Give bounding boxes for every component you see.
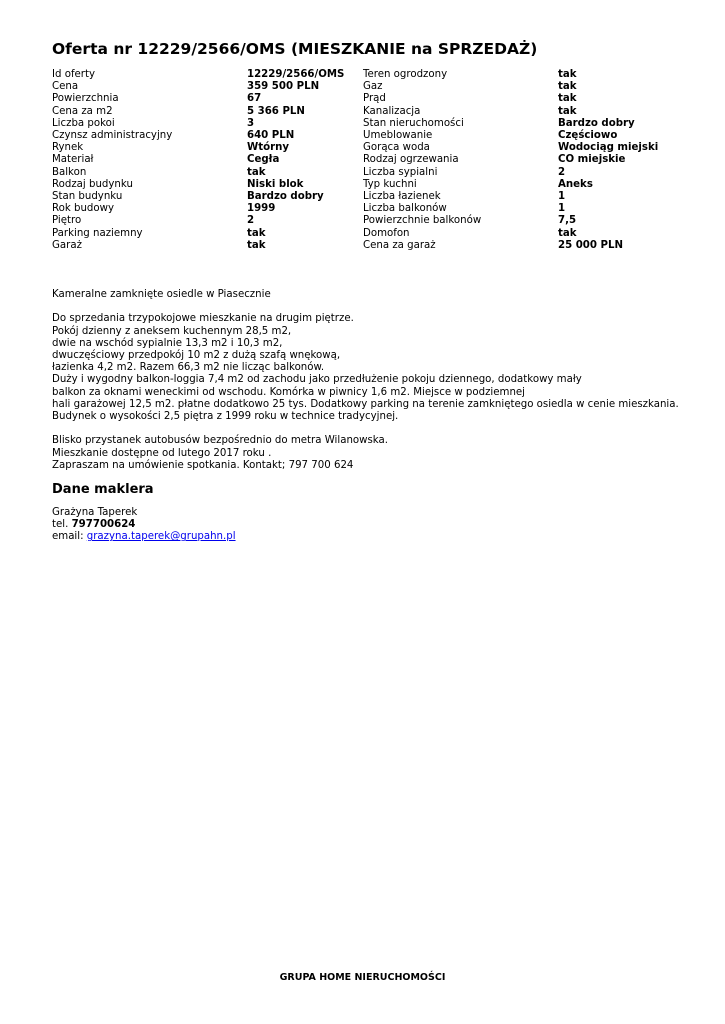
spec-value: CO miejskie <box>558 154 626 166</box>
spec-row <box>52 106 658 118</box>
spec-value: Bardzo dobry <box>558 117 635 129</box>
spec-label: Rodzaj ogrzewania <box>363 154 459 166</box>
description-line: Kameralne zamknięte osiedle w Piasecznie <box>52 289 271 300</box>
agent-contact <box>52 507 236 544</box>
spec-value: Aneks <box>558 178 593 190</box>
spec-value: tak <box>558 105 577 117</box>
spec-row <box>52 240 658 252</box>
spec-label: Rynek <box>52 142 84 154</box>
spec-value: 12229/2566/OMS <box>247 69 345 80</box>
agent-email-link[interactable]: grazyna.taperek@grupahn.pl <box>86 531 236 543</box>
description-paragraph <box>52 289 692 301</box>
spec-value: 640 PLN <box>247 130 295 142</box>
spec-value: 25 000 PLN <box>558 239 624 251</box>
spec-label: Domofon <box>363 227 410 239</box>
description-line: łazienka 4,2 m2. Razem 66,3 m2 nie licząc balkonów. <box>52 362 325 374</box>
spec-label: Cena <box>52 81 79 93</box>
description-line: Do sprzedania trzypokojowe mieszkanie na drugim piętrze. <box>52 313 354 325</box>
spec-label: Liczba łazienek <box>363 191 441 203</box>
spec-label: Typ kuchni <box>363 178 417 190</box>
description-line: dwuczęściowy przedpokój 10 m2 z dużą szafą wnękową, <box>52 350 341 361</box>
spec-row <box>52 167 658 179</box>
spec-label: Cena za m2 <box>52 105 113 117</box>
agent-email-label: email: <box>52 531 84 543</box>
spec-row <box>52 228 658 240</box>
description-line: Duży i wygodny balkon-loggia 7,4 m2 od zachodu jako przedłużenie pokoju dziennego, dodatkowy mały <box>52 374 582 386</box>
spec-label: Umeblowanie <box>363 130 433 142</box>
spec-value: tak <box>247 166 266 178</box>
spec-label: Rodzaj budynku <box>52 178 133 190</box>
spec-value: 1 <box>558 191 566 203</box>
spec-label: Prąd <box>363 93 386 105</box>
spec-label: Cena za garaż <box>363 239 436 251</box>
spec-value: tak <box>558 93 577 105</box>
spec-value: tak <box>247 227 266 239</box>
spec-row <box>52 130 658 142</box>
spec-value: tak <box>247 239 266 251</box>
footer-company-name: GRUPA HOME NIERUCHOMOŚCI <box>279 972 446 983</box>
spec-label: Gaz <box>363 81 383 93</box>
description-line: Pokój dzienny z aneksem kuchennym 28,5 m2, <box>52 325 292 337</box>
description-line: Budynek o wysokości 2,5 piętra z 1999 roku w technice tradycyjnej. <box>52 411 399 423</box>
spec-row <box>52 215 658 227</box>
spec-row <box>52 203 658 215</box>
agent-name: Grażyna Taperek <box>52 507 138 518</box>
spec-row <box>52 81 658 93</box>
agent-phone-row <box>52 519 236 531</box>
spec-label: Liczba balkonów <box>363 203 447 215</box>
spec-row <box>52 93 658 105</box>
description-line: Zapraszam na umówienie spotkania. Kontakt; 797 700 624 <box>52 459 354 471</box>
spec-label: Materiał <box>52 154 94 166</box>
page-title: Oferta nr 12229/2566/OMS (MIESZKANIE na SPRZEDAŻ) <box>52 40 538 58</box>
description-line: dwie na wschód sypialnie 13,3 m2 i 10,3 m2, <box>52 337 283 349</box>
spec-label: Stan nieruchomości <box>363 117 464 129</box>
description-line: hali garażowej 12,5 m2. płatne dodatkowo 25 tys. Dodatkowy parking na terenie zamkniętego osiedla w cenie mieszkania. <box>52 398 679 410</box>
spec-value: tak <box>558 69 577 80</box>
spec-value: 1999 <box>247 203 276 215</box>
spec-value: Bardzo dobry <box>247 191 324 203</box>
spec-value: Wtórny <box>247 142 290 154</box>
spec-row <box>52 142 658 154</box>
spec-label: Liczba pokoi <box>52 117 115 129</box>
spec-row <box>52 191 658 203</box>
spec-value: Częściowo <box>558 130 618 142</box>
description-line: Mieszkanie dostępne od lutego 2017 roku . <box>52 447 272 459</box>
description-paragraph <box>52 435 692 472</box>
agent-phone: 797700624 <box>71 519 136 531</box>
spec-label: Teren ogrodzony <box>363 69 448 80</box>
spec-label: Balkon <box>52 166 87 178</box>
spec-value: 5 366 PLN <box>247 105 305 117</box>
spec-label: Czynsz administracyjny <box>52 130 173 142</box>
spec-value: tak <box>558 81 577 93</box>
spec-label: Garaż <box>52 239 82 251</box>
spec-label: Powierzchnie balkonów <box>363 215 482 227</box>
spec-label: Liczba sypialni <box>363 166 438 178</box>
agent-email-row <box>52 531 236 543</box>
spec-label: Id oferty <box>52 69 96 80</box>
spec-label: Parking naziemny <box>52 227 143 239</box>
spec-row <box>52 154 658 166</box>
spec-value: tak <box>558 227 577 239</box>
spec-value: Wodociąg miejski <box>558 142 659 154</box>
agent-phone-label: tel. <box>52 519 69 531</box>
property-description <box>52 289 692 484</box>
spec-label: Stan budynku <box>52 191 123 203</box>
description-line: balkon za oknami weneckimi od wschodu. Komórka w piwnicy 1,6 m2. Miejsce w podziemnej <box>52 386 525 398</box>
spec-value: Niski blok <box>247 178 304 190</box>
spec-row <box>52 118 658 130</box>
spec-row <box>52 69 658 81</box>
spec-label: Kanalizacja <box>363 105 421 117</box>
spec-label: Piętro <box>52 215 82 227</box>
spec-value: Cegła <box>247 154 280 166</box>
description-line: Blisko przystanek autobusów bezpośrednio do metra Wilanowska. <box>52 435 388 447</box>
spec-value: 2 <box>558 166 566 178</box>
spec-value: 67 <box>247 93 262 105</box>
spec-value: 2 <box>247 215 255 227</box>
spec-row <box>52 179 658 191</box>
spec-label: Rok budowy <box>52 203 114 215</box>
property-details-table <box>52 69 658 252</box>
spec-value: 359 500 PLN <box>247 81 320 93</box>
spec-value: 3 <box>247 117 255 129</box>
spec-label: Gorąca woda <box>363 142 430 154</box>
spec-value: 7,5 <box>558 215 577 227</box>
agent-section-heading: Dane maklera <box>52 482 154 497</box>
description-paragraph <box>52 313 692 423</box>
spec-label: Powierzchnia <box>52 93 119 105</box>
spec-value: 1 <box>558 203 566 215</box>
